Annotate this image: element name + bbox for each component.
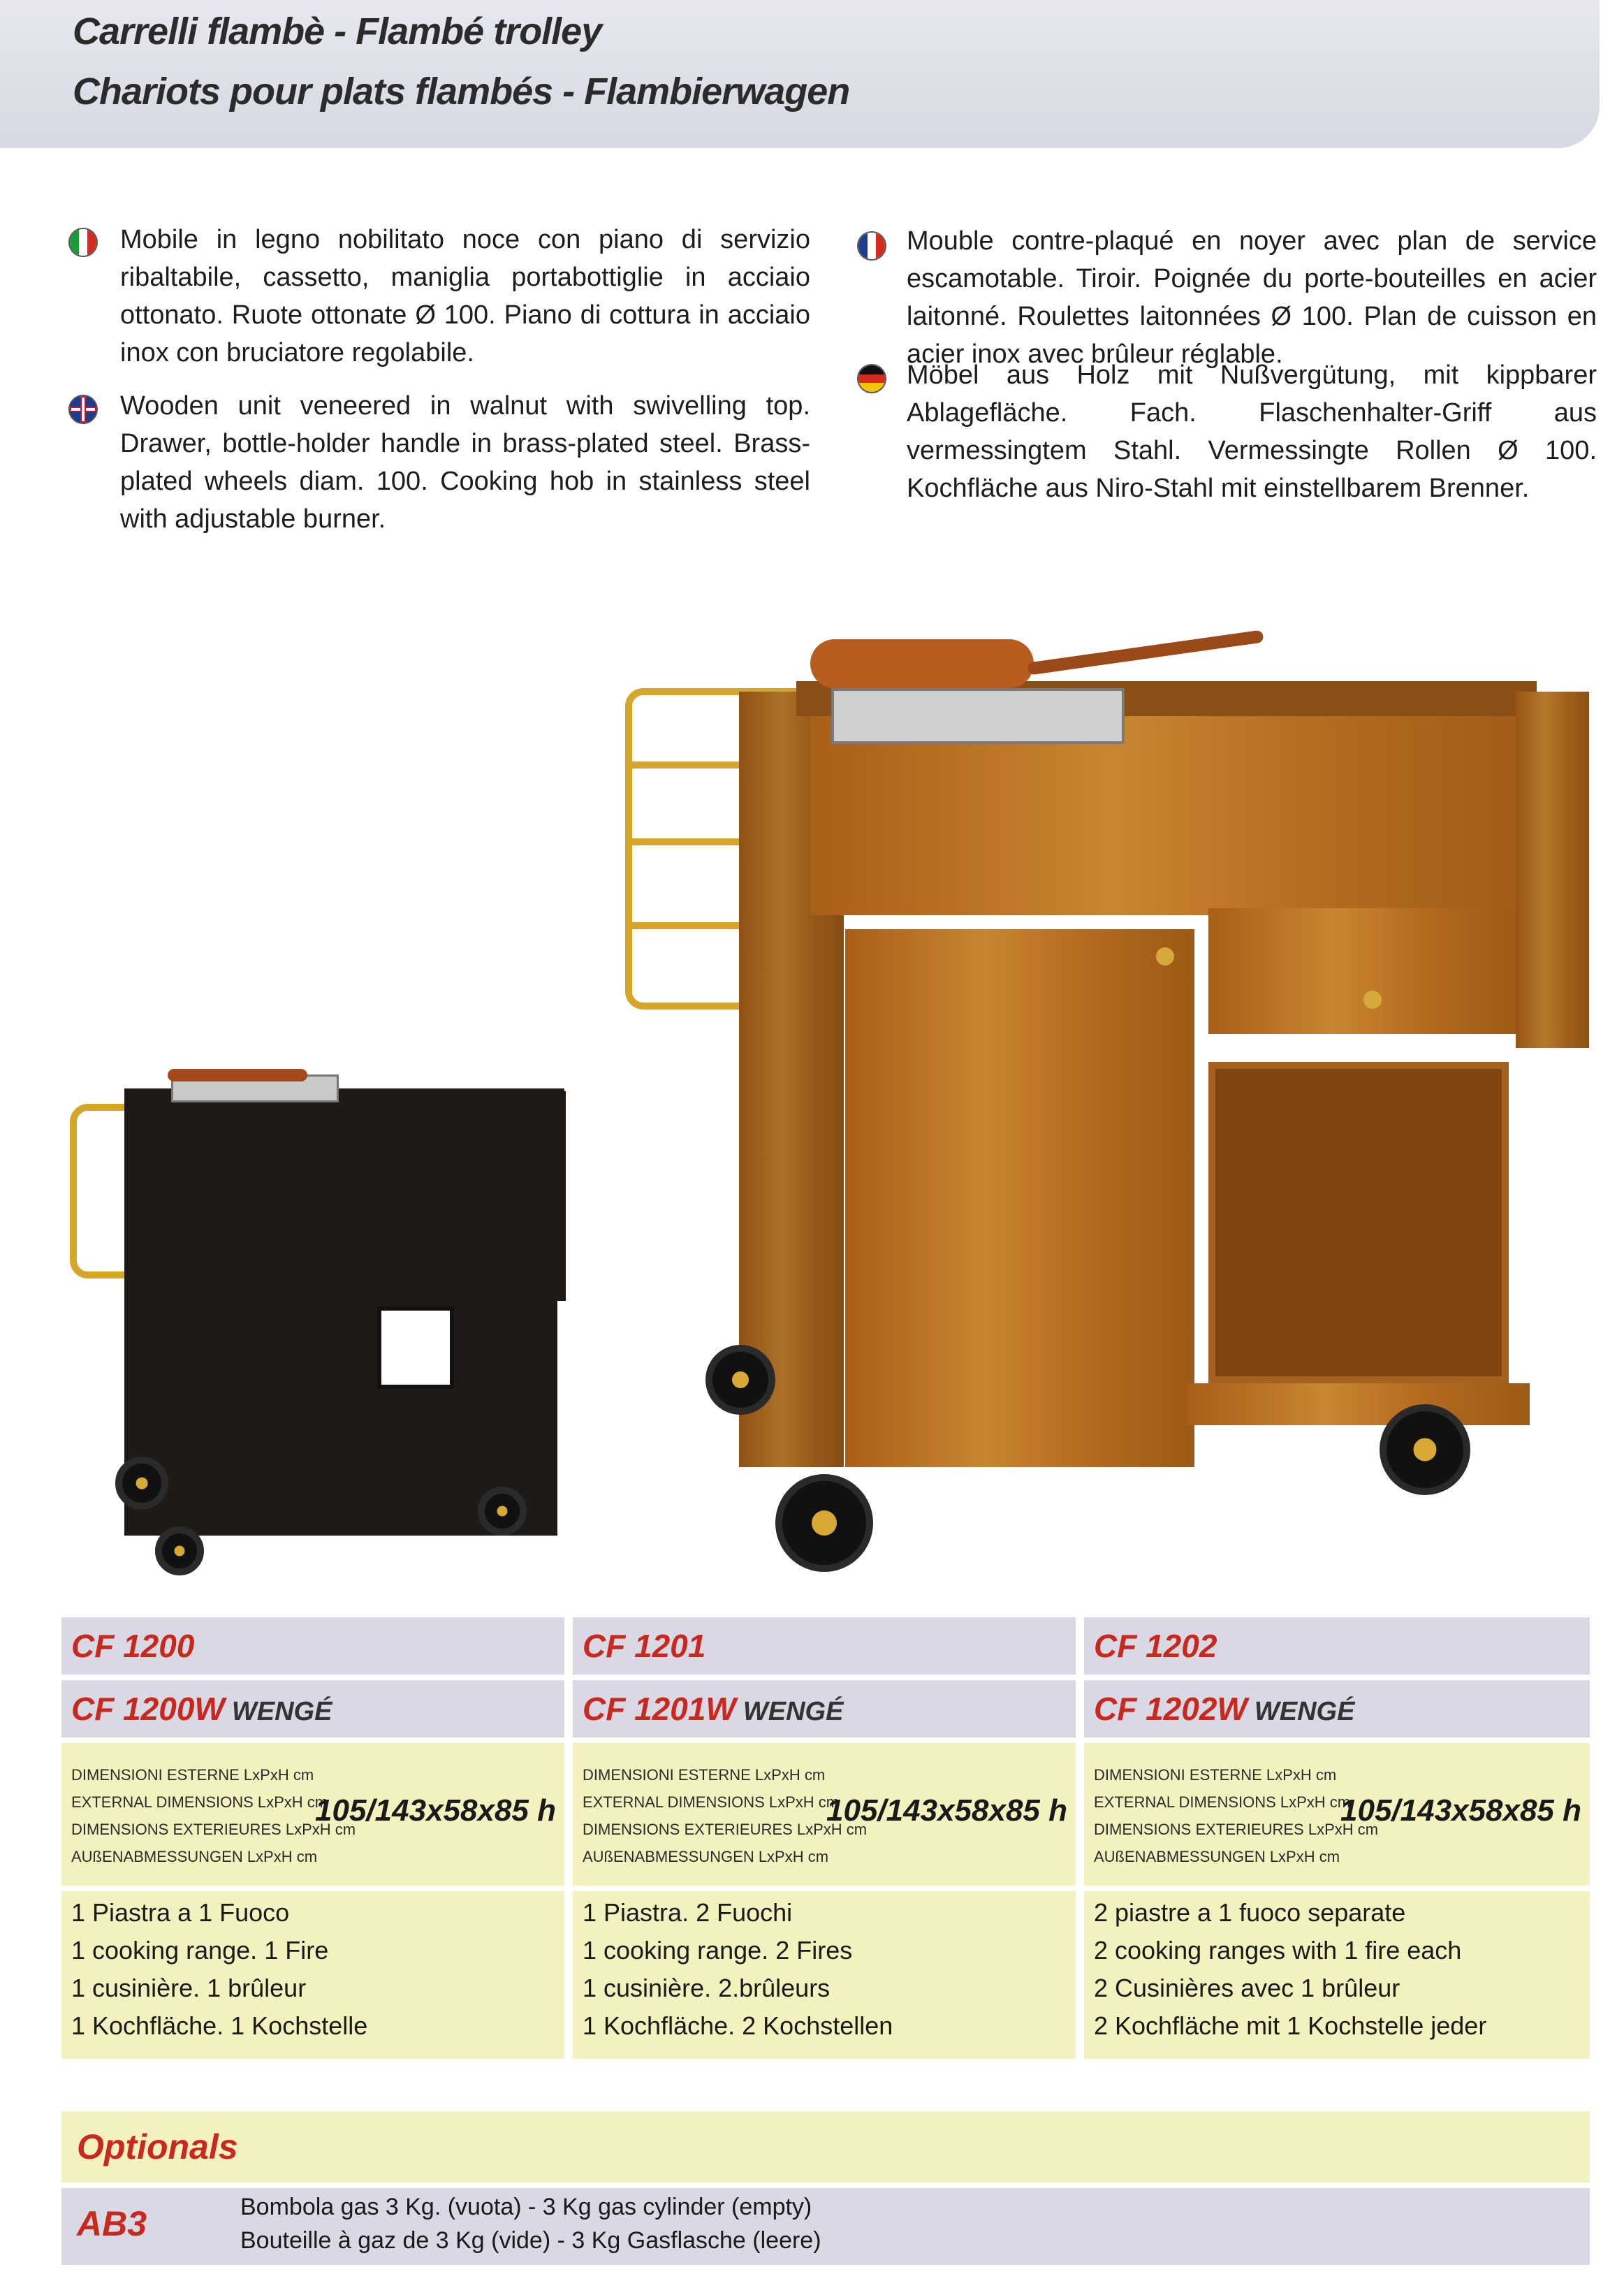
optional-code: AB3 (77, 2204, 147, 2243)
trolley-body (124, 1172, 557, 1536)
dimension-label: EXTERNAL DIMENSIONS LxPxH cm (1094, 1793, 1351, 1811)
dimension-label: DIMENSIONI ESTERNE LxPxH cm (583, 1766, 826, 1784)
features-block (573, 1891, 1076, 2059)
bottom-shelf (1187, 1383, 1530, 1425)
dimension-label: DIMENSIONS EXTERIEURES LxPxH cm (583, 1821, 868, 1838)
swivelling-top-flap (1516, 692, 1589, 1048)
cooking-hob (831, 688, 1125, 744)
wheel (705, 1345, 775, 1415)
drawer-knob (1363, 991, 1382, 1009)
dimension-label: DIMENSIONS EXTERIEURES LxPxH cm (1094, 1821, 1379, 1838)
feature-line: 2 cooking ranges with 1 fire each (1094, 1936, 1462, 1965)
dimension-label: DIMENSIONI ESTERNE LxPxH cm (71, 1766, 314, 1784)
open-compartment (1208, 1062, 1509, 1383)
wheel (115, 1457, 168, 1510)
product-code: CF 1200 (71, 1628, 195, 1664)
description-italian: Mobile in legno nobilitato noce con piano di servizio ribaltabile, cassetto, maniglia portabottiglie in acciaio ottonato. Ruote ottonate Ø 100. Piano di cottura in acciaio inox con bruciatore regolabile. (120, 225, 810, 367)
dimension-value: 105/143x58x85 h (826, 1793, 1067, 1828)
dimension-label: AUßENABMESSUNGEN LxPxH cm (71, 1848, 318, 1865)
flambe-pan (810, 639, 1034, 688)
wheel (155, 1526, 204, 1575)
optionals-header (61, 2111, 1590, 2183)
dimensions-block (1084, 1743, 1590, 1886)
optional-description: Bombola gas 3 Kg. (vuota) - 3 Kg gas cylinder (empty) (240, 2194, 812, 2220)
page-subtitle: Chariots pour plats flambés - Flambierwagen (73, 71, 850, 112)
features-block (1084, 1891, 1590, 2059)
features-block (61, 1891, 564, 2059)
feature-line: 1 cooking range. 1 Fire (71, 1936, 329, 1965)
feature-line: 1 cooking range. 2 Fires (583, 1936, 853, 1965)
dimension-value: 105/143x58x85 h (1340, 1793, 1581, 1828)
product-column-cf1202 (1084, 1617, 1590, 2043)
description-german: Möbel aus Holz mit Nußvergütung, mit kippbarer Ablagefläche. Fach. Flaschenhalter-Griff aus vermessingtem Stahl. Vermessingte Rollen Ø 100. Kochfläche aus Niro-Stahl mit einstellbarem Brenner. (907, 360, 1597, 503)
page-header (0, 0, 1600, 148)
dimension-label: AUßENABMESSUNGEN LxPxH cm (1094, 1848, 1340, 1865)
cabinet-door (845, 929, 1194, 1467)
optional-description: Bouteille à gaz de 3 Kg (vide) - 3 Kg Gasflasche (leere) (240, 2227, 821, 2254)
product-code-wenge-band (1084, 1680, 1590, 1737)
germany-flag-icon (857, 364, 886, 393)
feature-line: 2 piastre a 1 fuoco separate (1094, 1898, 1406, 1927)
product-code-wenge: CF 1202W (1094, 1691, 1248, 1727)
dimensions-block (61, 1743, 564, 1886)
door-knob (1156, 947, 1174, 966)
dimension-label: AUßENABMESSUNGEN LxPxH cm (583, 1848, 829, 1865)
flambe-pan (168, 1069, 307, 1081)
dimension-label: EXTERNAL DIMENSIONS LxPxH cm (583, 1793, 840, 1811)
description-english: Wooden unit veneered in walnut with swivelling top. Drawer, bottle-holder handle in brass-plated steel. Brass-plated wheels diam. 100. Cooking hob in stainless steel with adjustable burner. (120, 391, 810, 534)
product-column-cf1201 (573, 1617, 1076, 2043)
product-code-wenge: CF 1201W (583, 1691, 736, 1727)
product-code-wenge-band (61, 1680, 564, 1737)
dimension-label: DIMENSIONS EXTERIEURES LxPxH cm (71, 1821, 356, 1838)
feature-line: 1 Piastra a 1 Fuoco (71, 1898, 290, 1927)
product-code: CF 1202 (1094, 1628, 1217, 1664)
feature-line: 1 cusinière. 1 brûleur (71, 1974, 307, 2002)
feature-line: 1 Kochfläche. 2 Kochstellen (583, 2011, 893, 2040)
optional-item (61, 2188, 1590, 2265)
wenge-label: WENGÉ (742, 1697, 844, 1726)
dimension-label: EXTERNAL DIMENSIONS LxPxH cm (71, 1793, 328, 1811)
feature-line: 1 cusinière. 2.brûleurs (583, 1974, 831, 2002)
wheel (775, 1474, 873, 1572)
feature-line: 2 Cusinières avec 1 brûleur (1094, 1974, 1400, 2002)
drawer (1208, 908, 1523, 1034)
wenge-label: WENGÉ (231, 1697, 332, 1726)
uk-flag-icon (68, 395, 98, 424)
description-french: Mouble contre-plaqué en noyer avec plan de service escamotable. Tiroir. Poignée du porte-bouteilles en acier laitonné. Roulettes laitonnées Ø 100. Plan de cuisson en acier inox avec brûleur réglable. (907, 226, 1597, 369)
product-code-band (61, 1617, 564, 1675)
wenge-label: WENGÉ (1254, 1697, 1355, 1726)
product-column-cf1200 (61, 1617, 564, 2043)
dimension-value: 105/143x58x85 h (315, 1793, 556, 1828)
feature-line: 2 Kochfläche mit 1 Kochstelle jeder (1094, 2011, 1487, 2040)
italy-flag-icon (68, 228, 98, 257)
product-code-band (573, 1617, 1076, 1675)
wheel (1380, 1404, 1470, 1495)
product-code-band (1084, 1617, 1590, 1675)
feature-line: 1 Piastra. 2 Fuochi (583, 1898, 793, 1927)
france-flag-icon (857, 231, 886, 261)
product-code-wenge: CF 1200W (71, 1691, 225, 1727)
product-code: CF 1201 (583, 1628, 706, 1664)
feature-line: 1 Kochfläche. 1 Kochstelle (71, 2011, 368, 2040)
wheel (478, 1487, 527, 1536)
product-code-wenge-band (573, 1680, 1076, 1737)
cabinet-opening (377, 1306, 454, 1389)
page-title: Carrelli flambè - Flambé trolley (73, 10, 602, 52)
dimensions-block (573, 1743, 1076, 1886)
dimension-label: DIMENSIONI ESTERNE LxPxH cm (1094, 1766, 1337, 1784)
optionals-title: Optionals (77, 2127, 238, 2166)
pan-handle (1027, 629, 1264, 675)
swivelling-top-flap (510, 1091, 566, 1301)
